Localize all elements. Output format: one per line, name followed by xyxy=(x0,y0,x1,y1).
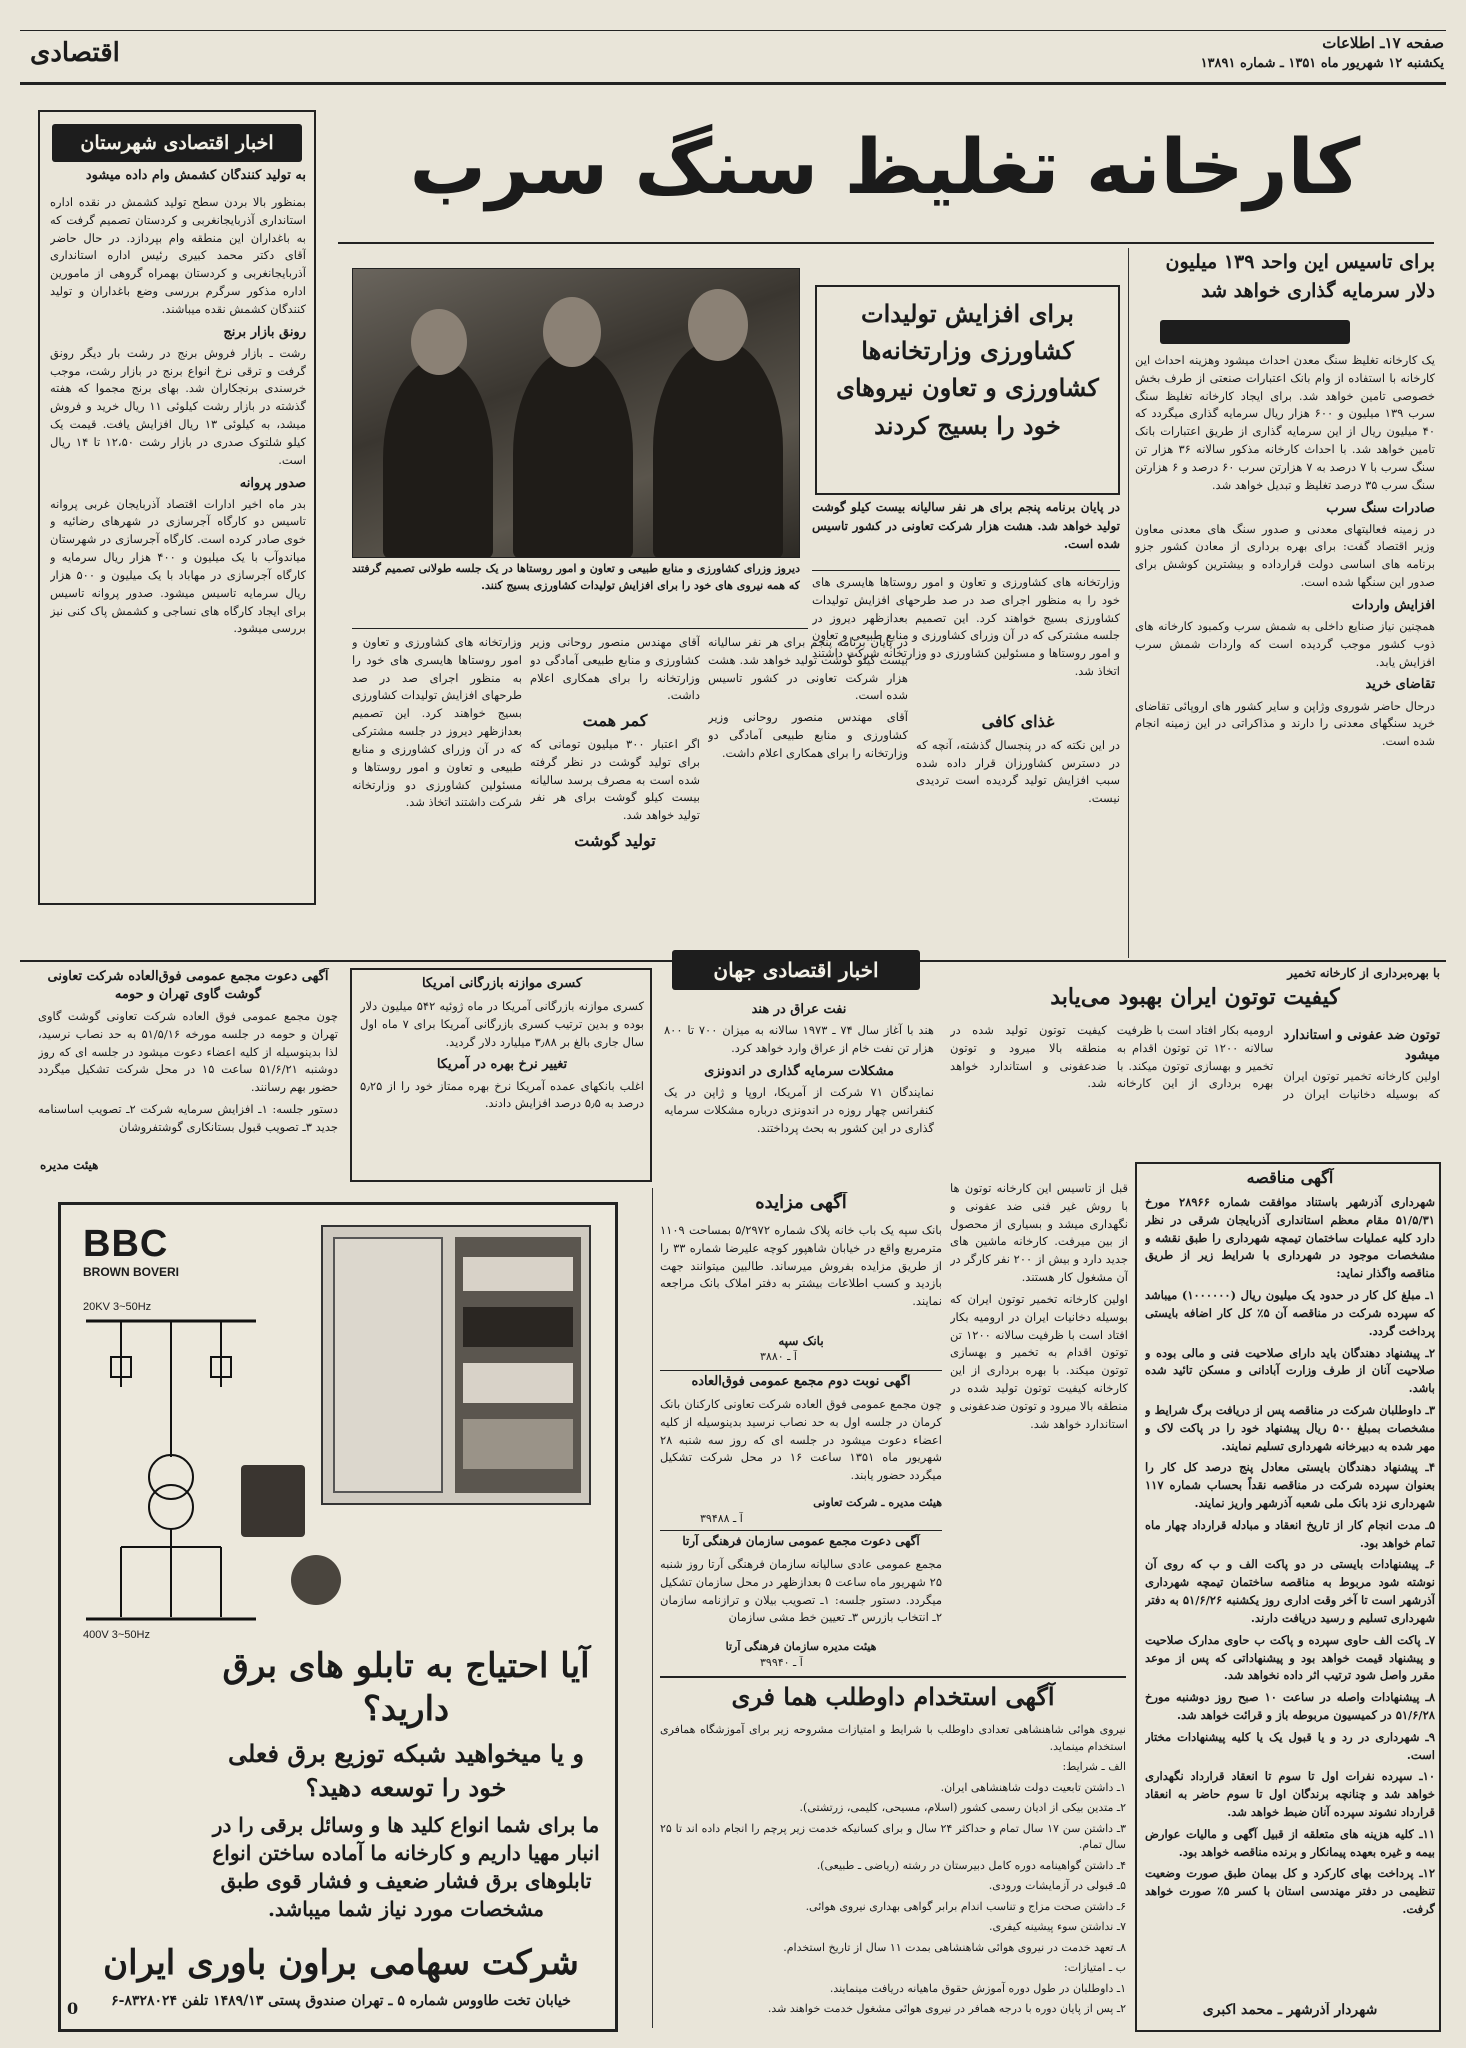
notice2-body: چون مجمع عمومی فوق العاده شرکت تعاونی کارکنان بانک کرمان در جلسه اول به حد نصاب نرسید بدینوسیله از کلیه اعضاء دعوت میشود در جلسه ای که روز سه شنبه ۲۸ شهریور ماه ۱۳۵۱ ساعت ۱۶ در محل شرکت تشکیل میگردد حضور یابند. xyxy=(660,1397,942,1483)
tender-item-1: ۱ـ مبلغ کل کار در حدود یک میلیون ریال (۱۰۰۰۰۰۰) میباشد که سپرده شرکت در مناقصه آن ۵٪ کل کار اضافه بایستی پرداخت گردد. xyxy=(1145,1288,1435,1338)
recruit-item-3: ۲ـ متدین بیکی از ادیان رسمی کشور (اسلام، مسیحی، کلیمی، زرتشتی). xyxy=(799,1801,1126,1814)
bbc-headline: آیا احتیاج به تابلو های برق دارید؟ xyxy=(222,1646,590,1729)
world-sub-invest: مشکلات سرمایه گذاری در اندونزی xyxy=(704,1063,894,1079)
ag-col-b-para2: اگر اعتبار ۳۰۰ میلیون تومانی که برای تولید گوشت در نظر گرفته شده است به مصرف برسد سالیانه بیست کیلو گوشت برای هر نفر تولید خواهد شد. xyxy=(530,737,700,823)
provinces-headline: به تولید کنندگان کشمش وام داده میشود xyxy=(85,168,306,183)
ag-col-b xyxy=(530,634,700,954)
photo-person-2 xyxy=(513,349,633,558)
cabinet-row-4 xyxy=(463,1419,573,1469)
tender-body xyxy=(1145,1194,1435,1994)
tender-item-8: ۸ـ پیشنهادات واصله در ساعت ۱۰ صبح روز دوشنبه مورخ ۵۱/۶/۲۸ در کمیسیون مربوطه باز و قرائت خواهد شد. xyxy=(1145,1690,1435,1722)
cabinet-row-3 xyxy=(463,1363,573,1403)
trade-title: کسری موازنه بازرگانی آمریکا xyxy=(421,976,583,991)
provinces-sub-license: صدور پروانه xyxy=(239,475,306,491)
bbc-page-num: 0 xyxy=(67,1999,79,2018)
notice2-rule xyxy=(660,1530,942,1531)
provinces-body xyxy=(50,194,306,894)
world-title: اخبار اقتصادی جهان xyxy=(672,950,920,990)
page-info: صفحه ۱۷ـ اطلاعات xyxy=(1322,34,1444,52)
auction-rule xyxy=(660,1370,942,1371)
auction-body: بانک سپه یک باب خانه پلاک شماره ۵/۲۹۷۲ بمساحت ۱۱۰۹ مترمربع واقع در خیابان شاهپور کوچه علیرضا شماره ۳۳ را از طریق مزایده بفروش میرساند. طالبین میتوانند جهت بازدید و کسب اطلاعات بیشتر به دفتر املاک بانک مراجعه نمایند. xyxy=(660,1223,942,1309)
notice3-code: آ ـ ۳۹۹۴۰ xyxy=(760,1656,803,1669)
volt-top: 20KV 3~50Hz xyxy=(83,1301,152,1313)
notice2-code: آ ـ ۳۹۴۸۸ xyxy=(700,1512,743,1525)
tender-item-2: ۲ـ پیشنهاد دهندگان باید دارای صلاحیت فنی و مالی بوده و صلاحیت آنان از طرف وزارت آبادانی و مسکن تائید شده باشد. xyxy=(1145,1345,1435,1396)
trade-rates-para: اغلب بانکهای عمده آمریکا نرخ بهره ممتاز خود را از ۵٫۲۵ درصد به ۵٫۵ درصد افزایش دادند. xyxy=(360,1078,644,1111)
tender-item-7: ۷ـ پاکت الف حاوی سپرده و پاکت ب حاوی مدارک صلاحیت و پیشنهاد قیمت خواهد بود و پیشنهاداتی که پس از موعد مقرر واصل شود ترتیب اثر داده نخواهد شد. xyxy=(1145,1632,1435,1683)
provinces-title: اخبار اقتصادی شهرستان xyxy=(52,124,302,162)
cabinet-row-1 xyxy=(463,1257,573,1291)
tender-item-3: ۳ـ داوطلبان شرکت در مناقصه پس از دریافت برگ شرایط و مشخصات بمبلغ ۵۰۰ ریال پیشنهاد خود را در پاکت لاک و مهر شده به دبیرخانه شهرداری تسلیم نمایند. xyxy=(1145,1402,1435,1453)
photo-head-1 xyxy=(411,309,467,375)
ag-lower-rule xyxy=(352,628,808,629)
tender-item-11: ۱۱ـ کلیه هزینه های متعلقه از قبیل آگهی و مالیات عوارض بیمه و غیره بعهده پیمانکار و برنده مناقصه خواهد بود. xyxy=(1145,1826,1435,1859)
photo-person-3 xyxy=(653,339,783,558)
ag-intro: در پایان برنامه پنجم برای هر نفر سالیانه بیست کیلو گوشت تولید خواهد شد. هشت هزار شرکت تعاونی در کشور تاسیس شده است. xyxy=(812,500,1120,552)
volt-bottom: 400V 3~50Hz xyxy=(83,1629,150,1641)
tender-item-4: ۴ـ پیشنهاد دهندگان بایستی معادل پنج درصد کل کار را بعنوان سپرده شرکت در مناقصه نقداً بحساب شماره ۱۱۷ شهرداری نزد بانک ملی شعبه آذرشهر واریز نمایند. xyxy=(1145,1460,1435,1510)
tender-signature: شهردار آذرشهر ـ محمد اکبری xyxy=(1202,2002,1378,2018)
world-oil-para: هند با آغاز سال ۷۴ ـ ۱۹۷۳ سالانه به میزان ۷۰۰ تا ۸۰۰ هزار تن نفت خام از عراق وارد خواهد کرد. xyxy=(664,1023,934,1055)
notice2-signature: هیئت مدیره ـ شرکت تعاونی xyxy=(813,1496,942,1509)
ag-sub-food: غذای کافی xyxy=(981,712,1055,731)
recruit-item-12: ۲ـ پس از پایان دوره با درجه همافر در نیروی هوائی مشغول خدمت خواهند شد. xyxy=(767,2002,1126,2015)
world-invest-para: نمایندگان ۷۱ شرکت از آمریکا، اروپا و ژاپن در یک کنفرانس چهار روزه در اندونزی درباره مشکلات سرمایه گذاری در این کشور به بحث پرداختند. xyxy=(664,1084,934,1135)
provinces-rice-para: رشت ـ بازار فروش برنج در رشت بار دیگر رونق گرفت و ترقی نرخ انواع برنج در بازار رشت، موجب خرسندی برنجکاران شد. بهای برنج مجموا که هفته گذشته در بازار رشت کیلوئی ۱۱ ریال خرید و فروش میشد، به کیلوئی ۱۳ ریال افزایش یافت. قیمت یک کیلو شلتوک صدری در بازار رشت ۱۲،۵۰ تا ۱۴ ریال است. xyxy=(50,345,306,467)
notice3-rule xyxy=(660,1676,1126,1678)
trade-body xyxy=(360,998,644,1178)
recruit-item-4: ۳ـ داشتن سن ۱۷ سال تمام و حداکثر ۲۴ سال و برای کسانیکه خدمت زیر پرچم را انجام داده اند تا ۲۵ سال تمام. xyxy=(660,1821,1126,1851)
cabinet-inner xyxy=(455,1237,581,1493)
recruit-item-2: ۱ـ داشتن تابعیت دولت شاهنشاهی ایران. xyxy=(940,1780,1126,1794)
tender-intro: شهرداری آذرشهر باستناد موافقت شماره ۲۸۹۶۶ مورخ ۵۱/۵/۳۱ مقام معظم استانداری آذربایجان شرقی در نظر دارد کلیه عملیات ساختمان تیمچه شهرداری را طبق نقشه و مشخصات موجود در شهرداری با شرایط زیر از طریق مناقصه واگذار نماید: xyxy=(1145,1195,1435,1281)
recruit-title: آگهی استخدام داوطلب هما فری xyxy=(731,1682,1055,1711)
lead-headline: کارخانه تغلیظ سنگ سرب xyxy=(409,122,1361,211)
cabinet-door xyxy=(333,1237,443,1493)
ag-intro-rule xyxy=(812,570,1120,571)
ag-col-d xyxy=(916,706,1120,956)
recruit-body xyxy=(660,1722,1126,2022)
lead-sub-exports: صادرات سنگ سرب xyxy=(1326,500,1435,516)
auction-signature: بانک سپه xyxy=(778,1334,824,1348)
recruit-item-5: ۴ـ داشتن گواهینامه دوره کامل دبیرستان در رشته (ریاضی ـ طبیعی). xyxy=(816,1858,1126,1872)
meeting-notice-para: چون مجمع عمومی فوق العاده شرکت تعاونی گوشت گاوی تهران و حومه در جلسه مورخه ۵۱/۵/۱۶ به حد نصاب نرسید، لذا بدینوسیله از کلیه اعضاء دعوت میشود در جلسه ای که روز دوشنبه ۵۱/۶/۲۱ ساعت ۱۵ در محل شرکت تشکیل میگردد حضور بهم رسانند. xyxy=(38,1009,338,1095)
lead-sub-imports: افزایش واردات xyxy=(1351,597,1435,613)
bbc-ad xyxy=(58,1202,618,2032)
notice3-body: مجمع عمومی عادی سالیانه سازمان فرهنگی آرتا روز شنبه ۲۵ شهریور ماه ساعت ۵ بعدازظهر در محل سازمان تشکیل میگردد. دستور جلسه: ۱ـ تصویب بیلان و ترازنامه سازمان ۲ـ انتخاب بازرس ۳ـ تعیین خط مشی سازمان xyxy=(660,1557,942,1625)
tender-box xyxy=(1135,1162,1441,2032)
lead-sub-demand: تقاضای خرید xyxy=(1365,677,1435,693)
ag-col-c xyxy=(708,634,908,954)
col-rule-center xyxy=(652,1188,653,2028)
recruit-item-6: ۵ـ قبولی در آزمایشات ورودی. xyxy=(988,1879,1126,1892)
recruit-item-8: ۷ـ نداشتن سوء پیشینه کیفری. xyxy=(988,1920,1126,1933)
provinces-license-para: بدر ماه اخیر ادارات اقتصاد آذربایجان غربی پروانه تاسیس دو کارگاه آجرسازی در شهرهای رضائیه و خوی صادر کرده است. کارگاه آجرسازی در شهرستان میاندوآب با یک میلیون و ۴۰۰ هزار ریال سرمایه و کارگاه آجرسازی در مهاباد با یک میلیون و ۵۰۰ هزار ریال سرمایه تاسیس میشود. صدور پروانه تاسیس برای ایجاد کارگاه های نساجی و کشمش پاک کنی نیز بررسی میشود. xyxy=(50,496,306,636)
lead-subhead: برای تاسیس این واحد ۱۳۹ میلیون دلار سرمایه گذاری خواهد شد xyxy=(1165,251,1435,302)
component-image xyxy=(291,1555,341,1605)
photo-head-2 xyxy=(543,297,601,367)
tender-item-6: ۶ـ پیشنهادات بایستی در دو پاکت الف و ب که روی آن نوشته شود مربوط به مناقصه ساختمان تیمچه شهرداری آذرشهر است تا آخر وقت اداری روز یکشنبه ۵۱/۶/۲۶ به دفتر شهرداری تسلیم و رسید دریافت دارند. xyxy=(1145,1557,1435,1625)
recruit-item-13 xyxy=(660,2022,1126,2023)
bbc-line2: ما برای شما انواع کلید ها و وسائل برقی را در انبار مهیا داریم و کارخانه ما آماده ساختن انواع تابلوهای برق فشار ضعیف و فشار قوی طبق مشخصات مورد نیاز شما میباشد. xyxy=(212,1813,600,1921)
tender-item-9: ۹ـ شهرداری در رد و یا قبول یک یا کلیه پیشنهادات مختار است. xyxy=(1145,1729,1435,1762)
ag-col-d-para: در این نکته که در پنجسال گذشته، آنچه که در دسترس کشاورزان قرار داده شده سبب افزایش تولید گردیده است تردیدی نیست. xyxy=(916,737,1120,806)
recruit-item-11: ۱ـ داوطلبان در طول دوره آموزش حقوق ماهیانه دریافت مینمایند. xyxy=(829,1981,1126,1995)
section-label: اقتصادی xyxy=(30,38,120,68)
tender-item-10: ۱۰ـ سپرده نفرات اول تا سوم تا انعقاد قرارداد نگهداری خواهد شد و چنانچه برندگان اول تا سوم حاضر به انعقاد قرارداد نشوند سپرده آنان ضبط خواهد شد. xyxy=(1145,1769,1435,1819)
col-rule-right xyxy=(1128,248,1129,958)
ag-body: وزارتخانه های کشاورزی و تعاون و امور روستاها هایسری های خود را به منظور اجرای صد در صد طرحهای افزایش تولیدات کشاورزی بسیج خواهند کرد. این تصمیم بعدازظهر دیروز در جلسه مشترکی که در آن وزرای کشاورزی و منابع طبیعی و تعاون و امور روستاها و مسئولین کشاورزی دو وزارتخانه شرکت داشتند اتخاذ شد. xyxy=(812,575,1120,679)
photo-person-1 xyxy=(383,359,493,558)
ag-sub-meat: تولید گوشت xyxy=(574,831,656,851)
ag-col-a xyxy=(352,634,522,954)
meeting-notice-agenda: دستور جلسه: ۱ـ افزایش سرمایه شرکت ۲ـ تصویب اساسنامه جدید ۳ـ تصویب قبول بستانکاری گوشتفروشان xyxy=(38,1102,338,1134)
tobacco-para: اولین کارخانه تخمیر توتون ایران که بوسیله دخانیات ایران در ارومیه بکار افتاد است با ظرفیت سالانه ۱۲۰۰ تن توتون اقدام به تخمیر و بهسازی توتون میکند. با بهره برداری از این کارخانه کیفیت توتون تولید شده در منطقه بالا میرود و توتون ضدعفونی و استاندارد خواهد شد. xyxy=(950,1023,1440,1102)
bbc-logo: BBC xyxy=(83,1223,169,1265)
bbc-logo-sub: BROWN BOVERI xyxy=(83,1265,179,1279)
lead-demand-para: درحال حاضر شوروی وژاپن و سایر کشور های اروپائی تقاضای خرید سنگهای معدنی را دارند و مذاکراتی در این زمینه انجام شده است. xyxy=(1135,698,1435,749)
recruit-item-9: ۸ـ تعهد خدمت در نیروی هوائی شاهنشاهی بمدت ۱۱ سال از تاریخ استخدام. xyxy=(783,1940,1126,1954)
ag-sub-aid: کمر همت xyxy=(582,711,648,731)
cabinet-row-2 xyxy=(463,1307,573,1347)
recruit-item-1: الف ـ شرایط: xyxy=(1062,1760,1126,1773)
tobacco-headline: کیفیت توتون ایران بهبود می‌یابد xyxy=(1050,984,1340,1010)
tobacco-para3: اولین کارخانه تخمیر توتون ایران که بوسیله دخانیات ایران در ارومیه بکار افتاد است با ظرفیت سالانه ۱۲۰۰ تن توتون اقدام به تخمیر و بهسازی توتون میکند. با بهره برداری از این کارخانه کیفیت توتون تولید شده در منطقه بالا میرود و توتون ضدعفونی و استاندارد خواهد شد. xyxy=(950,1291,1128,1431)
lead-banner-bar xyxy=(1160,320,1350,344)
bbc-line1: و یا میخواهید شبکه توزیع برق فعلی خود را توسعه دهید؟ xyxy=(227,1739,584,1802)
notice2-title: آگهی نوبت دوم مجمع عمومی فوق‌العاده xyxy=(691,1374,911,1389)
single-line-diagram xyxy=(81,1317,261,1627)
switchgear-cabinet xyxy=(321,1225,591,1505)
ag-headline: برای افزایش تولیدات کشاورزی وزارتخانه‌ها کشاورزی و تعاون نیروهای خود را بسیج کردند xyxy=(836,299,1099,440)
auction-code: آ ـ ۳۸۸۰ xyxy=(760,1350,797,1363)
lead-exports-para: در زمینه فعالیتهای معدنی و صدور سنگ های معدنی معاون وزیر اقتصاد گفت: برای بهره برداری از معادن کشور جزو برنامه های اساسی دولت قرارداده و بیشترین کوشش برای صدور این سنگها شده است. xyxy=(1135,521,1435,590)
ag-col-c-para2: آقای مهندس منصور روحانی وزیر کشاورزی و منابع طبیعی آمادگی دو وزارتخانه را برای همکاری اعلام داشت. xyxy=(708,710,908,760)
tender-item-5: ۵ـ مدت انجام کار از تاریخ انعقاد و مبادله قرارداد چهار ماه تمام خواهد بود. xyxy=(1145,1517,1435,1550)
provinces-sub-rice: رونق بازار برنج xyxy=(223,324,306,340)
lead-body-para: یک کارخانه تغلیظ سنگ معدن احداث میشود وهزینه احداث این کارخانه با استفاده از وام بانک اعتبارات صنعتی از طرف بخش خصوصی تامین خواهد شد. برای ایجاد کارخانه تغلیظ سنگ سرب ۱۳۹ میلیون و ۶۰۰ هزار ریال سرمایه گذاری میگردد که ۴۰ میلیون ریال از این سرمایه گذاری از طریق اعتبارات بانک تامین خواهد شد. با احداث کارخانه مذکور سالانه ۳۶ هزار تن سنگ سرب با ۷ درصد به ۷ هزارتن سرب ۶۰ درصد و ۶ هزارتن سنگ سرب ۳۵ درصد تغلیظ و تبدیل خواهد شد. xyxy=(1135,353,1435,492)
tobacco-kicker: با بهره‌برداری از کارخانه تخمیر xyxy=(1287,966,1440,980)
trade-box xyxy=(350,968,652,1182)
notice3-signature: هیئت مدیره سازمان فرهنگی آرتا xyxy=(725,1640,877,1653)
provinces-box xyxy=(38,110,316,905)
notice3-title: آگهی دعوت مجمع عمومی سازمان فرهنگی آرتا xyxy=(682,1534,920,1548)
ag-headline-box xyxy=(815,285,1120,495)
auction-title: آگهی مزایده xyxy=(755,1192,847,1213)
lead-rule xyxy=(338,242,1434,244)
trade-sub-rates: تغییر نرخ بهره در آمریکا xyxy=(436,1057,568,1073)
ag-col-a-para: وزارتخانه های کشاورزی و تعاون و امور روستاها هایسری های خود را به منظور اجرای صد در صد طرحهای افزایش تولیدات کشاورزی بسیج خواهند کرد. این تصمیم بعدازظهر دیروز در جلسه مشترکی که در آن وزرای کشاورزی و منابع طبیعی و تعاون و امور روستاها و مسئولین کشاورزی دو وزارتخانه شرکت داشتند اتخاذ شد. xyxy=(352,635,522,810)
date-info: یکشنبه ۱۲ شهریور ماه ۱۳۵۱ ـ شماره ۱۳۸۹۱ xyxy=(1200,56,1444,71)
recruit-item-7: ۶ـ داشتن صحت مزاج و تناسب اندام برابر گواهی بهداری نیروی هوائی. xyxy=(805,1899,1126,1913)
transformer-coil-2 xyxy=(149,1485,193,1529)
masthead-rule-top xyxy=(20,30,1446,31)
tobacco-sub-new: توتون ضد عفونی و استاندارد میشود xyxy=(1283,1028,1440,1064)
tender-item-12: ۱۲ـ پرداخت بهای کارکرد و کل بیمان طبق صورت وضعیت تنظیمی در دفتر مهندسی استان با کسر ۵٪ صورت خواهد گرفت. xyxy=(1145,1866,1435,1917)
provinces-para: بمنظور بالا بردن سطح تولید کشمش در نقده اداره استانداری آذربایجانغربی و کردستان تصمیم گرفت که به باغداران این منطقه وام بپردازد. در حال حاضر آقای دکتر محمد کبیری رئیس اداره استانداری آذربایجانغربی و کردستان بهمراه گروهی از مامورین اداره مذکور سرگرم بررسی وضع باغداران و تولید کنندگان کشمش نقده میباشند. xyxy=(50,195,306,316)
transformer-image xyxy=(241,1465,305,1537)
tobacco-body2 xyxy=(950,1180,1128,1560)
ag-col-b-para: آقای مهندس منصور روحانی وزیر کشاورزی و منابع طبیعی آمادگی دو وزارتخانه را برای همکاری اعلام داشت. xyxy=(530,635,700,703)
bbc-company: شرکت سهامی براون باوری ایران xyxy=(103,1943,579,1983)
lead-imports-para: همچنین نیاز صنایع داخلی به شمش سرب وکمبود کارخانه های ذوب کشور موجب گردیده است که واردات شمش سرب افزایش یابد. xyxy=(1135,619,1435,669)
photo-head-3 xyxy=(688,289,748,361)
meeting-notice-body xyxy=(38,1008,338,1156)
meeting-notice-title: آگهی دعوت مجمع عمومی فوق‌العاده شرکت تعاونی گوشت گاوی تهران و حومه xyxy=(47,969,329,1003)
tobacco-body xyxy=(950,1022,1440,1160)
world-body xyxy=(664,996,934,1182)
meeting-photo xyxy=(352,268,800,558)
bbc-address: خیابان تخت طاووس شماره ۵ ـ تهران صندوق پستی ۱۴۸۹/۱۳ تلفن ۸۳۲۸۰۲۴-۶ xyxy=(111,1993,571,2009)
recruit-item-10: ب ـ امتیازات: xyxy=(1064,1961,1126,1974)
ag-col-c-para: در پایان برنامه پنجم برای هر نفر سالیانه بیست کیلو گوشت تولید خواهد شد. هشت هزار شرکت تعاونی در کشور تاسیس شده است. xyxy=(708,635,908,703)
photo-caption: دیروز وزرای کشاورزی و منابع طبیعی و تعاون و امور روستاها در یک جلسه طولانی تصمیم گرفتند که همه نیروی های خود را برای افزایش تولیدات کشاورزی بسیج کنند. xyxy=(352,562,800,593)
tobacco-para2: قبل از تاسیس این کارخانه توتون ها با روش غیر فنی ضد عفونی و نگهداری میشد و بسیاری از محصول از بین میرفت. کارخانه ماشین های جدید دارد و بیش از ۲۰۰ نفر کارگر در آن مشغول کار هستند. xyxy=(950,1181,1128,1285)
recruit-intro: نیروی هوائی شاهنشاهی تعدادی داوطلب با شرایط و امتیازات مشروحه زیر برای آموزشگاه همافری استخدام مینماید. xyxy=(660,1723,1126,1753)
trade-para: کسری موازنه بازرگانی آمریکا در ماه ژوئیه ۵۴۲ میلیون دلار بوده و بدین ترتیب کسری بازرگانی آمریکا برای ۷ ماه اول سال جاری بالغ بر ۳٫۸۸ میلیارد دلار گردید. xyxy=(360,999,644,1049)
masthead-rule xyxy=(20,82,1446,85)
world-sub-oil: نفت عراق در هند xyxy=(751,1002,847,1017)
tender-title: آگهی مناقصه xyxy=(1246,1168,1334,1187)
meeting-notice-signature: هیئت مدیره xyxy=(40,1158,99,1172)
